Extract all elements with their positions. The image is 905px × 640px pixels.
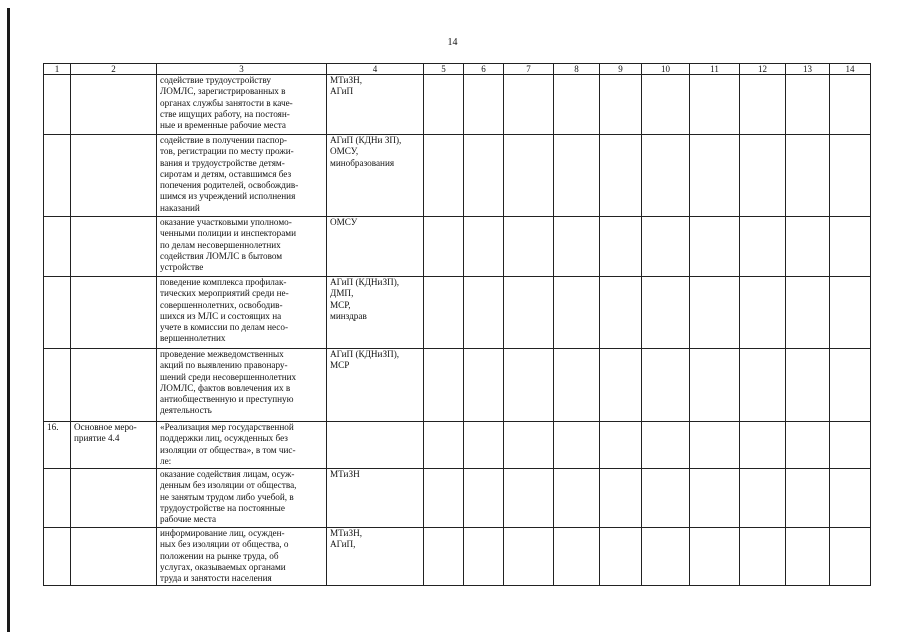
empty-cell <box>690 277 740 349</box>
table-body <box>44 75 871 586</box>
empty-cell <box>642 135 690 217</box>
empty-cell <box>786 469 830 528</box>
empty-cell <box>504 135 554 217</box>
empty-cell <box>740 217 786 277</box>
empty-cell <box>504 528 554 586</box>
row-number <box>44 349 71 422</box>
column-number: 5 <box>424 64 464 75</box>
activity-name <box>71 135 157 217</box>
empty-cell <box>690 422 740 469</box>
empty-cell <box>740 135 786 217</box>
row-number <box>44 75 71 135</box>
empty-cell <box>464 422 504 469</box>
activity-description: содействие трудоустройству ЛОМЛС, зарегистрированных в органах службы занятости в каче- стве ищущих работу, на постоян- ные и временные рабочие места <box>157 75 327 135</box>
activity-description: оказание содействия лицам, осуж- денным без изоляции от общества, не занятым трудом либо учебой, в трудоустройстве на постоянные рабочие места <box>157 469 327 528</box>
activity-name <box>71 75 157 135</box>
empty-cell <box>424 217 464 277</box>
empty-cell <box>424 135 464 217</box>
empty-cell <box>424 422 464 469</box>
column-number: 12 <box>740 64 786 75</box>
column-number: 13 <box>786 64 830 75</box>
row-number <box>44 135 71 217</box>
empty-cell <box>600 469 642 528</box>
empty-cell <box>690 349 740 422</box>
activity-description: оказание участковыми уполномо- ченными полиции и инспекторами по делам несовершеннолетних содействия ЛОМЛС в бытовом устройстве <box>157 217 327 277</box>
empty-cell <box>600 75 642 135</box>
empty-cell <box>642 422 690 469</box>
empty-cell <box>424 75 464 135</box>
empty-cell <box>786 75 830 135</box>
activity-description: содействие в получении паспор- тов, регистрации по месту прожи- вания и трудоустройстве детям- сиротам и детям, оставшимся без попечения родителей, освобождив- шимся из учреждений исполнения наказаний <box>157 135 327 217</box>
empty-cell <box>600 277 642 349</box>
activity-description: информирование лиц, осужден- ных без изоляции от общества, о положении на рынке труда, об услугах, оказываемых органами труда и занятости населения <box>157 528 327 586</box>
activity-name <box>71 528 157 586</box>
empty-cell <box>554 135 600 217</box>
column-number: 9 <box>600 64 642 75</box>
empty-cell <box>504 75 554 135</box>
empty-cell <box>600 349 642 422</box>
empty-cell <box>554 277 600 349</box>
empty-cell <box>830 422 871 469</box>
empty-cell <box>464 277 504 349</box>
empty-cell <box>642 277 690 349</box>
activity-description: «Реализация мер государственной поддержки лиц, осужденных без изоляции от общества», в том чис- ле: <box>157 422 327 469</box>
empty-cell <box>464 217 504 277</box>
empty-cell <box>642 469 690 528</box>
empty-cell <box>690 135 740 217</box>
empty-cell <box>690 528 740 586</box>
table-row <box>44 349 871 422</box>
empty-cell <box>464 528 504 586</box>
page-number: 14 <box>447 37 458 48</box>
empty-cell <box>786 422 830 469</box>
program-table <box>43 63 871 586</box>
responsible-agencies: МТиЗН, АГиП <box>327 75 424 135</box>
empty-cell <box>464 135 504 217</box>
table-row <box>44 135 871 217</box>
activity-name <box>71 277 157 349</box>
column-number: 10 <box>642 64 690 75</box>
empty-cell <box>600 135 642 217</box>
empty-cell <box>740 422 786 469</box>
empty-cell <box>424 277 464 349</box>
activity-name <box>71 349 157 422</box>
empty-cell <box>464 349 504 422</box>
column-number: 8 <box>554 64 600 75</box>
table-row <box>44 217 871 277</box>
row-number <box>44 528 71 586</box>
empty-cell <box>786 277 830 349</box>
table-row <box>44 277 871 349</box>
empty-cell <box>504 422 554 469</box>
responsible-agencies: ОМСУ <box>327 217 424 277</box>
empty-cell <box>642 528 690 586</box>
column-number: 11 <box>690 64 740 75</box>
empty-cell <box>554 217 600 277</box>
empty-cell <box>740 277 786 349</box>
empty-cell <box>554 469 600 528</box>
empty-cell <box>830 75 871 135</box>
empty-cell <box>786 528 830 586</box>
empty-cell <box>464 469 504 528</box>
empty-cell <box>600 528 642 586</box>
column-number: 1 <box>44 64 71 75</box>
responsible-agencies: АГиП (КДНиЗП), МСР <box>327 349 424 422</box>
activity-name <box>71 469 157 528</box>
column-number: 14 <box>830 64 871 75</box>
empty-cell <box>740 528 786 586</box>
responsible-agencies: АГиП (КДНиЗП), ДМП, МСР, минздрав <box>327 277 424 349</box>
responsible-agencies <box>327 422 424 469</box>
activity-description: поведение комплекса профилак- тических мероприятий среди не- совершеннолетних, освободив- шихся из МЛС и состоящих на учете в комиссии по делам несо- вершеннолетних <box>157 277 327 349</box>
empty-cell <box>690 469 740 528</box>
empty-cell <box>600 422 642 469</box>
empty-cell <box>424 349 464 422</box>
empty-cell <box>554 528 600 586</box>
empty-cell <box>464 75 504 135</box>
empty-cell <box>830 217 871 277</box>
empty-cell <box>424 469 464 528</box>
empty-cell <box>600 217 642 277</box>
empty-cell <box>642 217 690 277</box>
empty-cell <box>830 349 871 422</box>
empty-cell <box>786 349 830 422</box>
row-number <box>44 277 71 349</box>
empty-cell <box>740 349 786 422</box>
column-number: 6 <box>464 64 504 75</box>
column-number: 3 <box>157 64 327 75</box>
empty-cell <box>830 277 871 349</box>
empty-cell <box>642 75 690 135</box>
empty-cell <box>830 469 871 528</box>
column-number: 2 <box>71 64 157 75</box>
responsible-agencies: АГиП (КДНи ЗП), ОМСУ, минобразования <box>327 135 424 217</box>
activity-description: проведение межведомственных акций по выявлению правонару- шений среди несовершеннолетних ЛОМЛС, фактов вовлечения их в антиобщественную и преступную деятельность <box>157 349 327 422</box>
empty-cell <box>424 528 464 586</box>
empty-cell <box>740 75 786 135</box>
column-number: 4 <box>327 64 424 75</box>
empty-cell <box>786 217 830 277</box>
empty-cell <box>740 469 786 528</box>
table-row <box>44 528 871 586</box>
empty-cell <box>504 217 554 277</box>
empty-cell <box>504 469 554 528</box>
table-row <box>44 75 871 135</box>
empty-cell <box>554 422 600 469</box>
table-row <box>44 422 871 469</box>
table-row <box>44 469 871 528</box>
empty-cell <box>830 135 871 217</box>
empty-cell <box>554 75 600 135</box>
activity-name: Основное меро- приятие 4.4 <box>71 422 157 469</box>
row-number: 16. <box>44 422 71 469</box>
responsible-agencies: МТиЗН, АГиП, <box>327 528 424 586</box>
empty-cell <box>642 349 690 422</box>
empty-cell <box>504 349 554 422</box>
activity-name <box>71 217 157 277</box>
row-number <box>44 469 71 528</box>
empty-cell <box>690 75 740 135</box>
binding-line <box>7 8 10 632</box>
empty-cell <box>786 135 830 217</box>
column-number-row <box>44 64 871 75</box>
empty-cell <box>690 217 740 277</box>
empty-cell <box>504 277 554 349</box>
empty-cell <box>554 349 600 422</box>
responsible-agencies: МТиЗН <box>327 469 424 528</box>
row-number <box>44 217 71 277</box>
empty-cell <box>830 528 871 586</box>
column-number: 7 <box>504 64 554 75</box>
